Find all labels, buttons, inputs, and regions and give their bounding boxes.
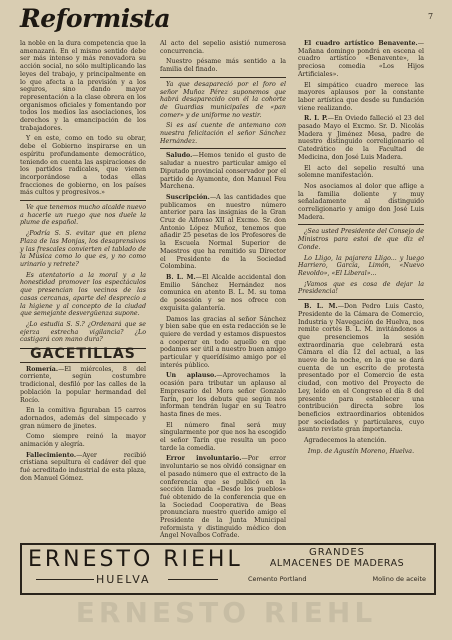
item-label: B. L. M. — [304, 303, 338, 311]
masthead-title: Reformista — [20, 4, 171, 33]
printer-imprint: Imp. de Agustín Moreno, Huelva. — [307, 447, 415, 455]
divider — [20, 200, 146, 201]
ad-product: Cemento Portland — [248, 575, 307, 583]
ad-company-name: ERNESTO RIEHL — [28, 547, 243, 572]
item-label: Error involuntario. — [166, 455, 242, 463]
note-text: ¡Vamos que es cosa de dejar la Presidencia! — [298, 280, 424, 296]
column-1 — [20, 40, 146, 486]
item-label: Un aplauso. — [166, 372, 217, 380]
item-label: Saludo. — [166, 152, 193, 160]
item-text: Al acto del sepelio asistió numerosa concurrencia. — [160, 40, 286, 55]
item-label: B. L. M. — [166, 273, 196, 281]
item-label: Suscripción. — [166, 193, 210, 201]
item-label: R. I. P. — [304, 115, 328, 123]
note-text: Es atentatorio a la moral y a la honestidad promover los espectáculos que presencian los vecinos de las casas cercanas, aparte del desprecio a la higiene y al concepto de la ciudad que semejante desvergüenza supone. — [20, 271, 146, 318]
note-text: Ve que tenemos mucho alcalde nuevo a hacerle un ruego que nos duele la plume de español. — [20, 204, 146, 227]
item-text: El acto del sepelio resultó una solemne manifestación. — [298, 164, 424, 180]
ad-rule — [168, 579, 218, 580]
item-text: El simpático cuadro merece las mayores aplausos por la constante labor artística que desde su fundación viene realizando. — [298, 81, 424, 112]
item-text: El número final será muy singularmente por que nos ha escogido el señor Tarín que resulta un poco tarde la comedia. — [160, 421, 286, 452]
note-text: Ya que desapareció por el foro el señor Muñoz Pérez suponemos que habrá desaparecido con él la cohorte de Guardias municipales de «pan comer» y de uniforme no vestir. — [160, 80, 286, 119]
item-text: —Ayer recibió cristiana sepultura el cadáver del que fué acreditado industrial de esta plaza, don Manuel Gómez. — [20, 451, 146, 482]
ad-products — [242, 575, 432, 583]
column-2 — [160, 40, 286, 543]
item-text: —En Oviedo falleció el 23 del pasado Mayo el Excmo. Sr. D. Nicolás Madera y Jiménez Mesa, padre de nuestro distinguido correligionario el Catedrático de la Facultad de Medicina, don José Luis Madera. — [298, 115, 424, 161]
divider — [298, 224, 424, 225]
ad-grandes: GRANDES — [309, 547, 365, 558]
page-number: 7 — [428, 12, 434, 21]
item-label: El cuadro artístico Benavente. — [304, 40, 418, 47]
advertisement-box — [20, 543, 436, 595]
item-text: Como siempre reinó la mayor animación y alegría. — [20, 433, 146, 449]
divider — [160, 77, 286, 78]
item-text: —Hemos tenido el gusto de saludar a nuestro particular amigo el Diputado provincial conservador por el partido de Ayamonte, don Manuel Feu Marchena. — [160, 152, 286, 191]
item-label: Fallecimiento. — [26, 451, 77, 459]
note-text: ¿Sea usted Presidente del Consejo de Ministros para estoi de que diz el Conde. — [298, 228, 424, 251]
note-text: ¿Lo estudia S. S.? ¿Ordenará que se ejerza estrecha vigilancia? ¿Lo castigará con mano dura? — [20, 320, 146, 344]
item-text: —A las cantidades que publicamos en nuestro número anterior para las insignias de la Gran Cruz de Alfonso XII al Excmo. Sr. don Antonio López Muñoz, tenemos que añadir 25 pesetas de los Profesores de la Escuela Normal Superior de Maestros que ha remitido su Director el Presidente de la Sociedad Colombina. — [160, 193, 286, 271]
article-text: Y en este, como en todo su obrar, debe el Gobierno inspirarse en un espíritu profundamente democrático, teniendo en cuenta las aspiraciones de los partidos radicales, que vienen incorporándose a todas ellas fracciones de gobierno, en los países más cultos y progresivos.» — [20, 135, 146, 197]
divider — [298, 299, 424, 300]
ad-city: HUELVA — [96, 573, 151, 586]
section-heading-gacetillas: GACETILLAS — [30, 346, 136, 363]
note-text: ¿Podría S. S. evitar que en plena Plaza de las Monjas, los desaprensivos y las frescales convierten el tablado de la Música como lo que es, y no como urinario y retrete? — [20, 230, 146, 268]
ad-almacenes: ALMACENES DE MADERAS — [269, 558, 405, 569]
divider — [160, 148, 286, 149]
note-text: Si es así cuente de antemano con nuestra felicitación el señor Sánchez Hernández. — [160, 122, 286, 145]
item-text: —Por error involuntario se nos olvidó consignar en el pasado número que el extracto de la conferencia que se publicó en la sección llamada «Desde los pueblos» fué obtenido de la conferencia que en la Sociedad Cooperativa de Beas pronunciara nuestro querido amigo el Presidente de la Junta Municipal reformista y distinguido médico don Ángel Novalbos Cofrade. — [160, 455, 286, 540]
bleed-through-text: ERNESTO RIEHL — [75, 596, 377, 629]
ad-product: Molino de aceite — [372, 575, 426, 583]
item-text: —El Alcalde accidental don Emilio Sánchez Hernández nos comunica en atento B. L. M. su toma de posesión y se nos ofrece con exquisita galantería. — [160, 273, 286, 312]
item-text: Nos asociamos al dolor que aflige a la familia doliente y muy señaladamente al distinguido correligionario y amigo don José Luis Madera. — [298, 182, 424, 221]
item-text: —El miércoles, 8 del corriente, según costumbre tradicional, desfiló por las calles de la población la popular hermandad del Rocío. — [20, 365, 146, 404]
item-text: Agradecemos la atención. — [304, 437, 387, 445]
column-3 — [298, 40, 424, 458]
item-text: Nuestro pésame más sentido a la familia del finado. — [160, 58, 286, 74]
item-label: Romería. — [26, 365, 59, 373]
ad-rule — [36, 579, 94, 580]
note-text: Lo Lligo, la pajarera Lligo... y luego Harriero, García, Limón, «Nuevo Revoldo», «El Liberal»... — [298, 254, 424, 277]
item-text: En la comitiva figuraban 15 carros adornados, además del simpecado y gran número de jinetes. — [20, 407, 146, 430]
item-text: —Mañana domingo pondrá en escena el cuadro artístico «Benavente», la preciosa comedia «Los Hijos Artificiales». — [298, 40, 424, 78]
item-text: —Aprovechamos la ocasión para tributar un aplauso al Empresario del Mora señor Gonzalo Tarín, por los debuts que según nos informan tendrán lugar en su Teatro hasta fines de mes. — [160, 372, 286, 418]
ad-tagline — [242, 547, 432, 583]
article-text: la noble en la dura competencia que la amenazará. En el mismo sentido debe ser más intenso y más renovadora su acción social, no sólo multiplicando las leyes del trabajo, y principalmente en lo que afecta a la previsión y a los seguros, sino dando mayor representación a la clase obrera en los organismos oficiales y fomentando por todos los medios las asociaciones, los derechos y la emancipación de los trabajadores. — [20, 40, 146, 132]
item-text: Damos las gracias al señor Sánchez y bien sabe que en esta redacción se le quiere de verdad y estamos dispuestos a cooperar en todo aquello en que podamos ser útil a nuestro buen amigo particular y querídísimo amigo por el interés público. — [160, 315, 286, 369]
masthead — [20, 4, 170, 34]
item-text: —Don Pedro Luis Casto, Presidente de la Cámara de Comercio, Industria y Navegación de Huelva, nos remite cortés B. L. M. invitándonos a que presenciemos la sesión extraordinaria que celebrará esta Cámara el día 12 del actual, a las nueve de la noche, en la que se dará cuenta de un escrito de protesta presentado por el Comercio de esta ciudad, con motivo del Proyecto de Ley, leído en el Congreso el día 8 del presente para establecer una contribución directa sobre los beneficios extraordinarios obtenidos por sociedades y particulares, cuyo asunto reviste gran importancia. — [298, 303, 424, 434]
